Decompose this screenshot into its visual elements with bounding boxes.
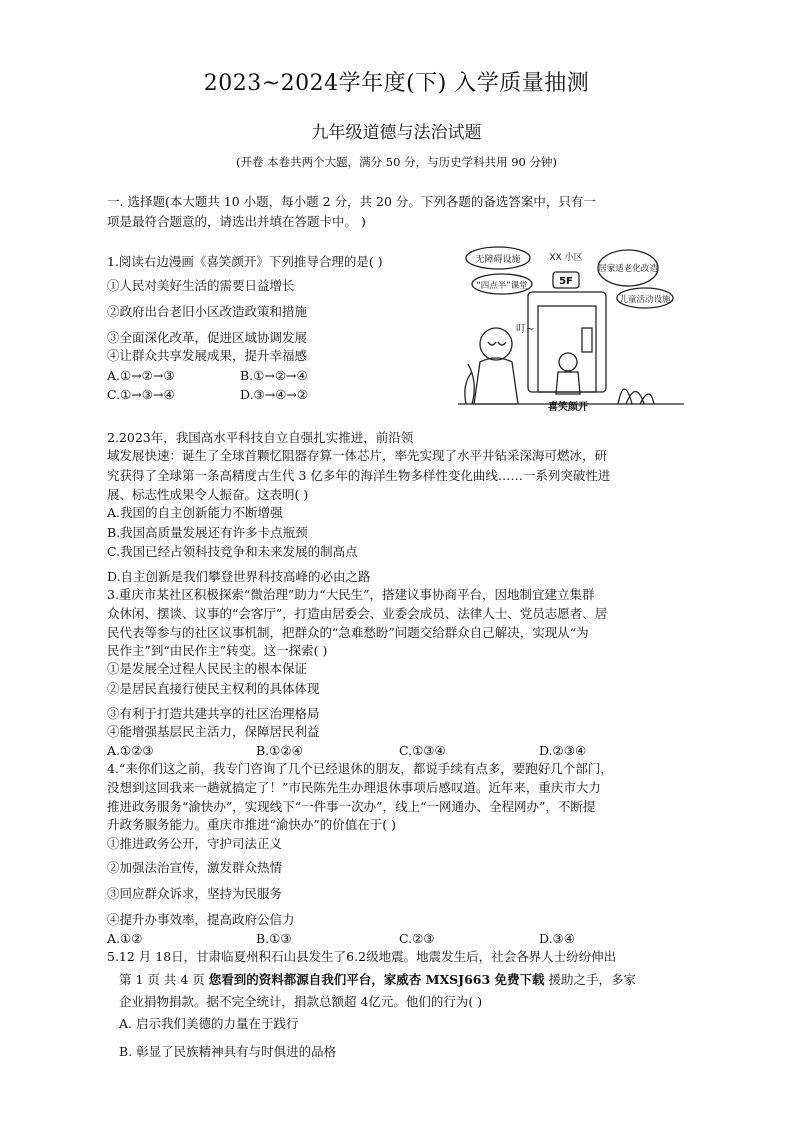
q4-option-a: A.①② — [107, 931, 143, 946]
q3-option-a: A.①②③ — [107, 743, 154, 758]
q1-item-2: ②政府出台老旧小区改造政策和措施 — [107, 304, 308, 319]
q4-option-c: C.②③ — [399, 931, 435, 946]
cartoon-caption: 喜笑颜开 — [548, 402, 588, 412]
q4-item-2: ②加强法治宣传，激发群众热情 — [107, 860, 283, 875]
page-title: 2023~2024学年度(下) 入学质量抽测 — [203, 71, 590, 96]
q3-line-4: 民作主”到“由民作主”转变。这一探索( ) — [107, 643, 328, 658]
q3-line-1: 3.重庆市某社区积极探索“微治理”助力“大民生”，搭建议事协商平台，因地制宜建立集群 — [107, 587, 595, 602]
woman-body — [474, 358, 518, 404]
q3-item-1: ①是发展全过程人民民主的根本保证 — [107, 661, 308, 676]
woman-smile — [488, 342, 506, 345]
q3-option-c: C.①③④ — [399, 743, 446, 758]
q3-option-d: D.②③④ — [539, 743, 587, 758]
q4-line-2: 没想到这回我来一趟就搞定了！”市民陈先生办理退休事项后感叹道。近年来，重庆市大力 — [107, 780, 601, 795]
q3-line-2: 众休闲、摆谈、议事的“会客厅”，打造由居委会、业委会成员、法律人士、党员志愿者、居 — [107, 606, 608, 621]
q4-item-4: ④提升办事效率，提高政府公信力 — [107, 912, 295, 927]
footer-notice: 您看到的资料都源自我们平台，家威杏 MXSJ663 免费下载 — [208, 972, 545, 987]
cartoon-tag-community: XX 小区 — [549, 253, 583, 263]
q1-item-4: ④让群众共享发展成果，提升幸福感 — [107, 348, 308, 363]
cartoon-illustration — [458, 244, 684, 412]
q2-line-3: 究获得了全球第一条高精度古生代 3 亿多年的海洋生物多样性变化曲线……一系列突破性进 — [107, 468, 611, 483]
page-subtitle: 九年级道德与法治试题 — [311, 123, 482, 143]
q2-line-4: 展、标志性成果令人振奋。这表明( ) — [107, 487, 309, 502]
q3-item-3: ③有利于打造共建共享的社区治理格局 — [107, 706, 320, 721]
door-opening — [538, 306, 596, 392]
q5-line-2: 企业捐物捐款。据不完全统计，捐款总额超 4亿元。他们的行为( ) — [119, 994, 483, 1009]
q1-stem: 1.阅读右边漫画《喜笑颜开》下列推导合理的是( ) — [107, 254, 383, 269]
q2-option-d: D.自主创新是我们攀登世界科技高峰的必由之路 — [107, 569, 371, 584]
q4-line-4: 升政务服务能力。重庆市推进“渝快办”的价值在于( ) — [107, 817, 397, 832]
cartoon-tag-afterschool: “四点半”课堂 — [476, 281, 528, 291]
q1-option-b: B.①→②→④ — [240, 368, 308, 383]
plant-left — [465, 364, 474, 404]
plant-leaves — [618, 389, 654, 404]
cartoon-floor-label: 5F — [559, 276, 573, 287]
woman-head — [480, 328, 512, 360]
cartoon-tag-accessibility: 无障碍设施 — [475, 255, 521, 265]
q2-option-b: B.我国高质量发展还有许多卡点瓶颈 — [107, 525, 308, 540]
q1-option-c: C.①→③→④ — [107, 387, 175, 402]
q4-item-3: ③回应群众诉求，坚持为民服务 — [107, 886, 283, 901]
q5-option-b: B. 彰显了民族精神具有与时俱进的品格 — [119, 1044, 337, 1059]
elevator-panel — [582, 328, 592, 352]
q4-line-1: 4.“来你们这之前，我专门咨询了几个已经退休的朋友，都说手续有点多，要跑好几个部门， — [107, 761, 613, 776]
q1-option-d: D.③→④→② — [240, 387, 309, 402]
child-head — [559, 353, 577, 371]
cartoon-tag-aging-renovation: 居家适老化改造 — [598, 264, 658, 274]
doorway-frame — [528, 292, 606, 392]
q1-item-1: ①人民对美好生活的需要日益增长 — [107, 278, 295, 293]
q5-option-a: A. 启示我们美德的力量在于践行 — [119, 1016, 299, 1031]
footer-page-number: 第 1 页 共 4 页 — [119, 972, 205, 987]
q4-item-1: ①推进政务公开，守护司法正义 — [107, 836, 283, 851]
q1-option-a: A.①→②→③ — [107, 368, 175, 383]
cartoon-sound: 叮~ — [516, 324, 535, 335]
q4-option-d: D.③④ — [539, 931, 575, 946]
q1-item-3: ③全面深化改革，促进区域协调发展 — [107, 330, 308, 345]
q4-line-3: 推进政务服务“渝快办”，实现线下“一件事一次办”，线上“一网通办、全程网办”，不断提 — [107, 799, 596, 814]
q2-line-1: 2.2023年，我国高水平科技自立自强扎实推进，前沿领 — [107, 430, 414, 445]
q3-option-b: B.①②④ — [256, 743, 303, 758]
cartoon-tag-children: 儿童活动设施 — [619, 295, 671, 305]
section-intro-line-1: 一. 选择题(本大题共 10 小题，每小题 2 分，共 20 分。下列各题的备选答案中，只有一 — [107, 194, 596, 209]
q4-option-b: B.①③ — [256, 931, 292, 946]
child-body — [556, 372, 580, 394]
q5-line-1: 5.12 月 18日，甘肃临夏州积石山县发生了6.2级地震。地震发生后，社会各界人士纷纷伸出 — [107, 949, 617, 964]
q2-option-a: A.我国的自主创新能力不断增强 — [107, 505, 283, 520]
q2-option-c: C.我国已经占领科技竞争和未来发展的制高点 — [107, 544, 358, 559]
exam-note: (开卷 本卷共两个大题，满分 50 分，与历史学科共用 90 分钟) — [235, 155, 557, 169]
section-intro-line-2: 项是最符合题意的，请选出并填在答题卡中。 ) — [107, 214, 366, 229]
q3-item-4: ④能增强基层民主活力，保障居民利益 — [107, 724, 320, 739]
q3-line-3: 民代表等参与的社区议事机制，把群众的“急难愁盼”问题交给群众自己解决，实现从“为 — [107, 625, 589, 640]
q5-line-continuation: 援助之手，多家 — [548, 972, 637, 987]
q2-line-2: 域发展快速：诞生了全球首颗忆阻器存算一体芯片，率先实现了水平井钻采深海可燃冰，研 — [107, 448, 608, 463]
page-footer — [119, 970, 636, 988]
q3-item-2: ②是居民直接行使民主权利的具体体现 — [107, 681, 320, 696]
